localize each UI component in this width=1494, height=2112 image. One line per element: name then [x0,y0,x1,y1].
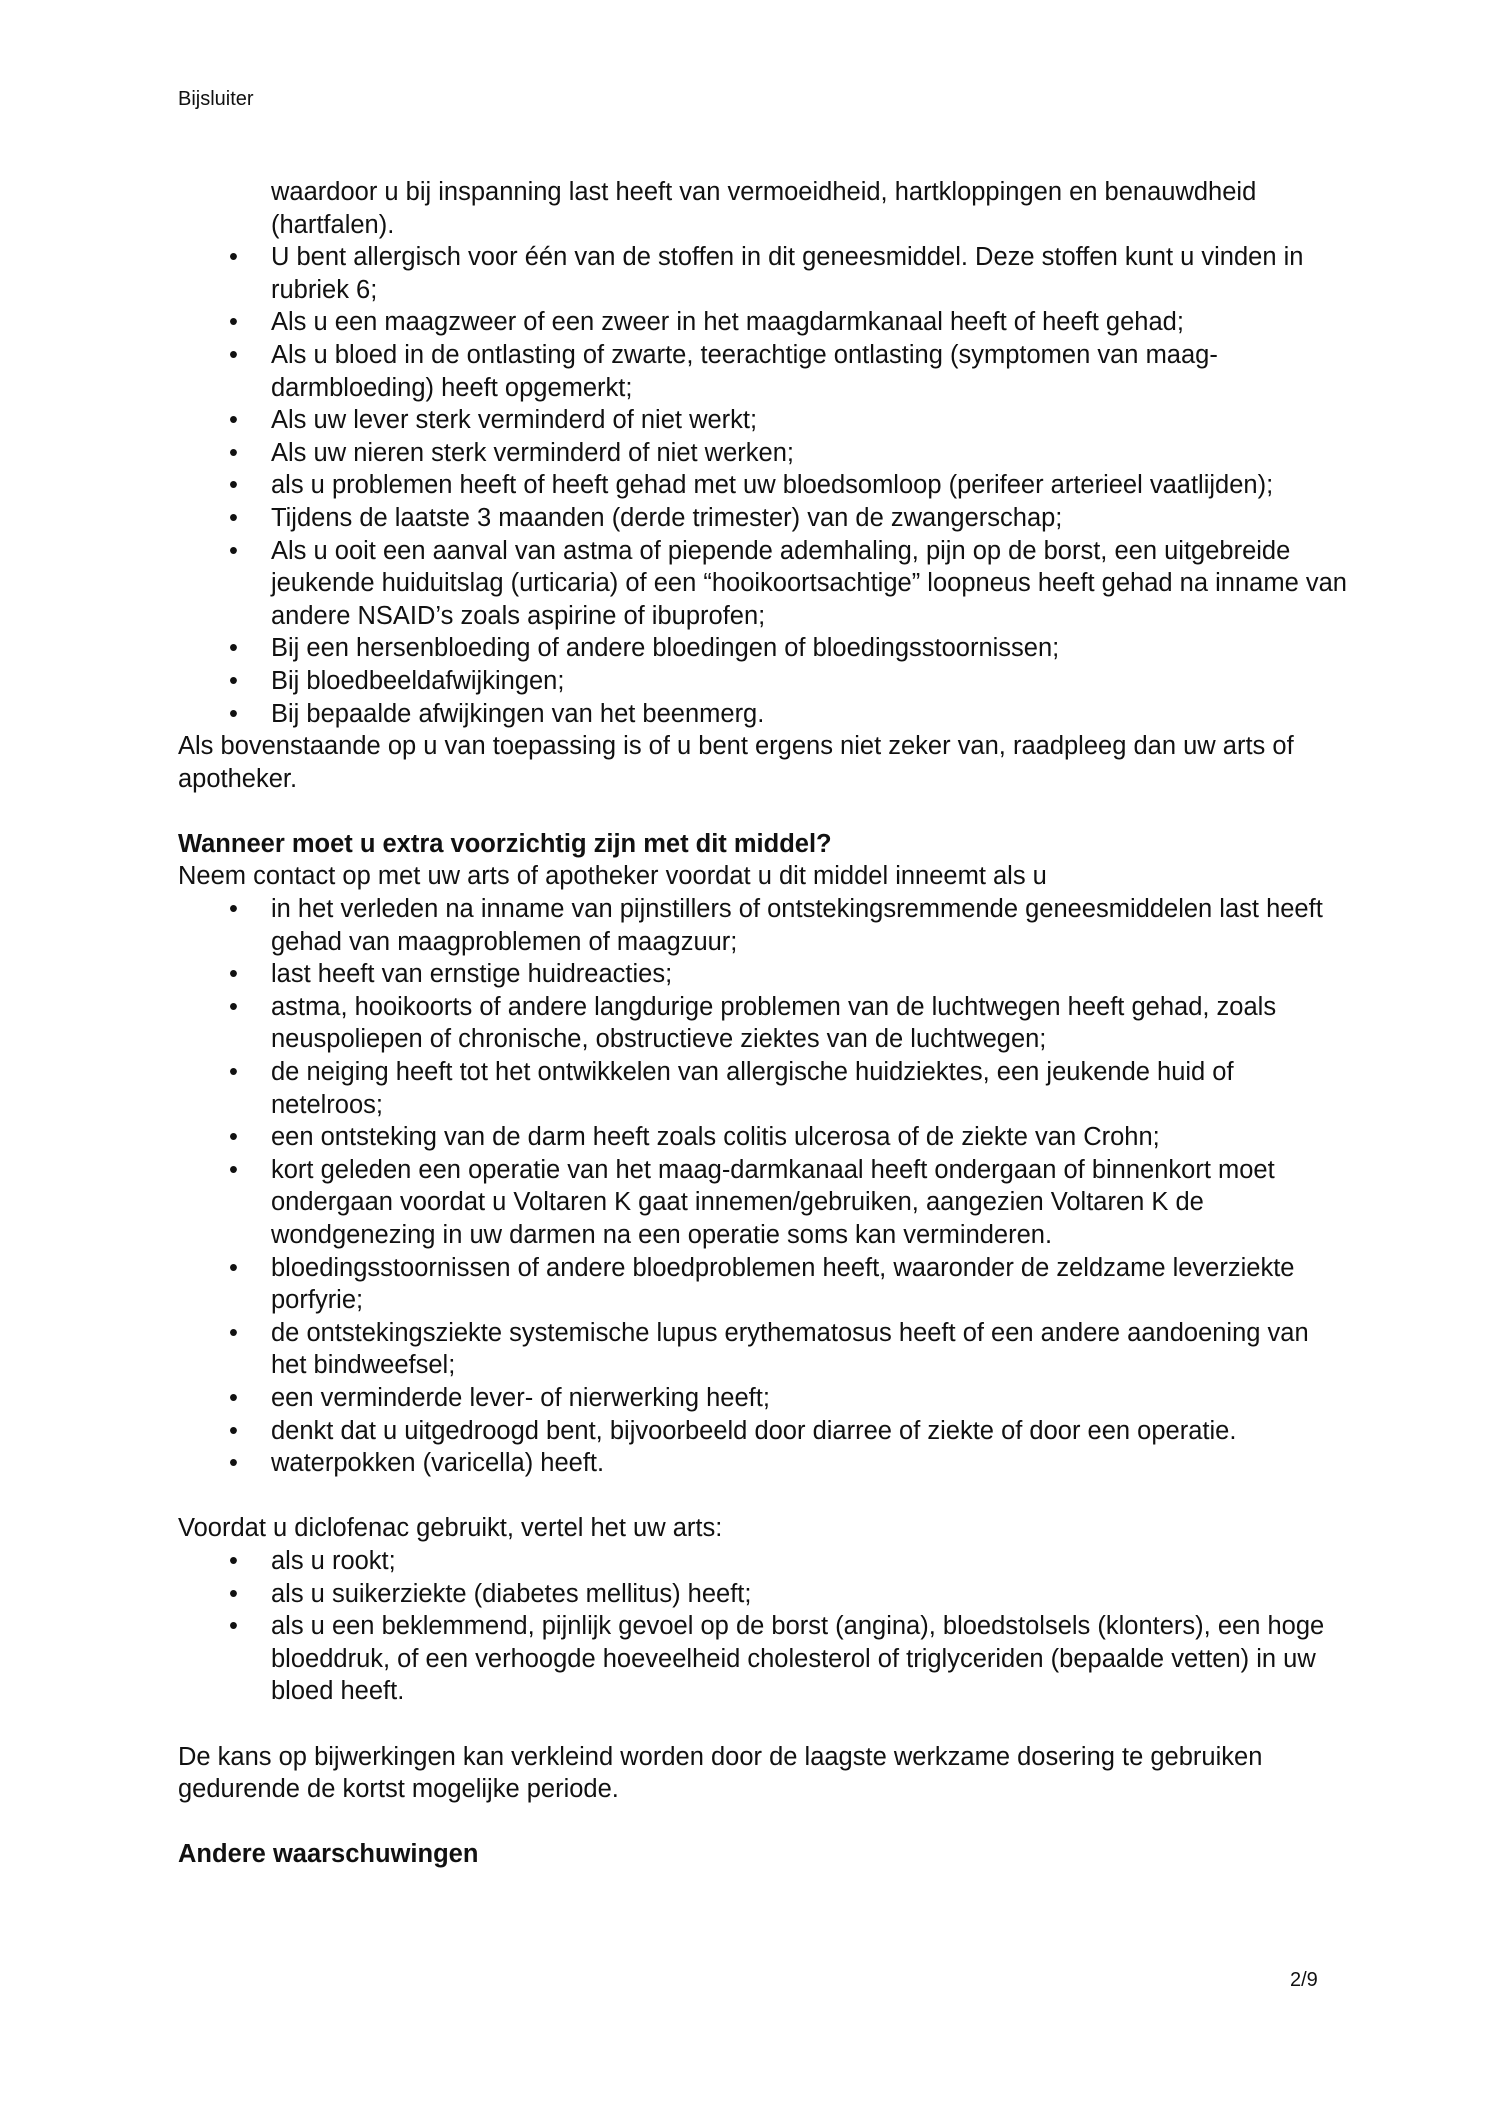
side-effects-note: De kans op bijwerkingen kan verkleind worden door de laagste werkzame dosering te gebruiken gedurende de kortst mogelijke periode. [178,1742,1263,1804]
contraindication-closing: Als bovenstaande op u van toepassing is of u bent ergens niet zeker van, raadpleeg dan uw arts of apotheker. [178,732,1294,793]
list-item: • Bij een hersenbloeding of andere bloedingen of bloedingsstoornissen; [178,632,1348,665]
spacer [178,1806,1348,1839]
list-item: • Als uw lever sterk verminderd of niet werkt; [178,404,1348,437]
list-item: • in het verleden na inname van pijnstillers of ontstekingsremmende geneesmiddelen last heeft gehad van maagproblemen of maagzuur; [178,893,1348,958]
list-item: • als u suikerziekte (diabetes mellitus) heeft; [178,1578,1348,1611]
list-item: • Als u bloed in de ontlasting of zwarte, teerachtige ontlasting (symptomen van maag-darmbloeding) heeft opgemerkt; [178,339,1348,404]
contraindication-continuation: waardoor u bij inspanning last heeft van vermoeidheid, hartkloppingen en benauwdheid (hartfalen). [271,178,1257,239]
list-item: • waterpokken (varicella) heeft. [178,1447,1348,1480]
caution-list [178,893,1348,1480]
list-item: • last heeft van ernstige huidreacties; [178,958,1348,991]
page-number: 2/9 [1290,1969,1318,1991]
list-item: • Bij bepaalde afwijkingen van het beenmerg. [178,698,1348,731]
tell-doctor-list [178,1545,1348,1708]
list-item: • als u een beklemmend, pijnlijk gevoel op de borst (angina), bloedstolsels (klonters), een hoge bloeddruk, of een verhoogde hoeveelheid cholesterol of triglyceriden (bepaalde vetten) in uw bloed heeft. [178,1610,1348,1708]
document-body [178,176,1348,1871]
list-item: • als u problemen heeft of heeft gehad met uw bloedsomloop (perifeer arterieel vaatlijden); [178,469,1348,502]
section-heading-caution: Wanneer moet u extra voorzichtig zijn met dit middel? [178,829,832,858]
document-header-title: Bijsluiter [178,88,254,110]
spacer [178,1708,1348,1741]
list-item: • Tijdens de laatste 3 maanden (derde trimester) van de zwangerschap; [178,502,1348,535]
caution-intro: Neem contact op met uw arts of apotheker voordat u dit middel inneemt als u [178,862,1047,891]
spacer [178,795,1348,828]
list-item: • astma, hooikoorts of andere langdurige problemen van de luchtwegen heeft gehad, zoals neuspoliepen of chronische, obstructieve ziektes van de luchtwegen; [178,991,1348,1056]
contraindication-list [178,241,1348,730]
list-item: • U bent allergisch voor één van de stoffen in dit geneesmiddel. Deze stoffen kunt u vinden in rubriek 6; [178,241,1348,306]
list-item: • een ontsteking van de darm heeft zoals colitis ulcerosa of de ziekte van Crohn; [178,1121,1348,1154]
list-item: • Als u een maagzweer of een zweer in het maagdarmkanaal heeft of heeft gehad; [178,306,1348,339]
list-item: • bloedingsstoornissen of andere bloedproblemen heeft, waaronder de zeldzame leverziekte porfyrie; [178,1252,1348,1317]
spacer [178,1480,1348,1513]
list-item: • de ontstekingsziekte systemische lupus erythematosus heeft of een andere aandoening van het bindweefsel; [178,1317,1348,1382]
list-item: • een verminderde lever- of nierwerking heeft; [178,1382,1348,1415]
list-item: • de neiging heeft tot het ontwikkelen van allergische huidziektes, een jeukende huid of netelroos; [178,1056,1348,1121]
list-item: • Bij bloedbeeldafwijkingen; [178,665,1348,698]
tell-doctor-intro: Voordat u diclofenac gebruikt, vertel het uw arts: [178,1514,723,1543]
section-heading-other-warnings: Andere waarschuwingen [178,1840,479,1869]
list-item: • als u rookt; [178,1545,1348,1578]
list-item: • Als u ooit een aanval van astma of piepende ademhaling, pijn op de borst, een uitgebreide jeukende huiduitslag (urticaria) of een “hooikoortsachtige” loopneus heeft gehad na inname van andere NSAID’s zoals aspirine of ibuprofen; [178,535,1348,633]
list-item: • kort geleden een operatie van het maag-darmkanaal heeft ondergaan of binnenkort moet ondergaan voordat u Voltaren K gaat innemen/gebruiken, aangezien Voltaren K de wondgenezing in uw darmen na een operatie soms kan verminderen. [178,1154,1348,1252]
list-item: • denkt dat u uitgedroogd bent, bijvoorbeeld door diarree of ziekte of door een operatie. [178,1415,1348,1448]
list-item: • Als uw nieren sterk verminderd of niet werken; [178,437,1348,470]
